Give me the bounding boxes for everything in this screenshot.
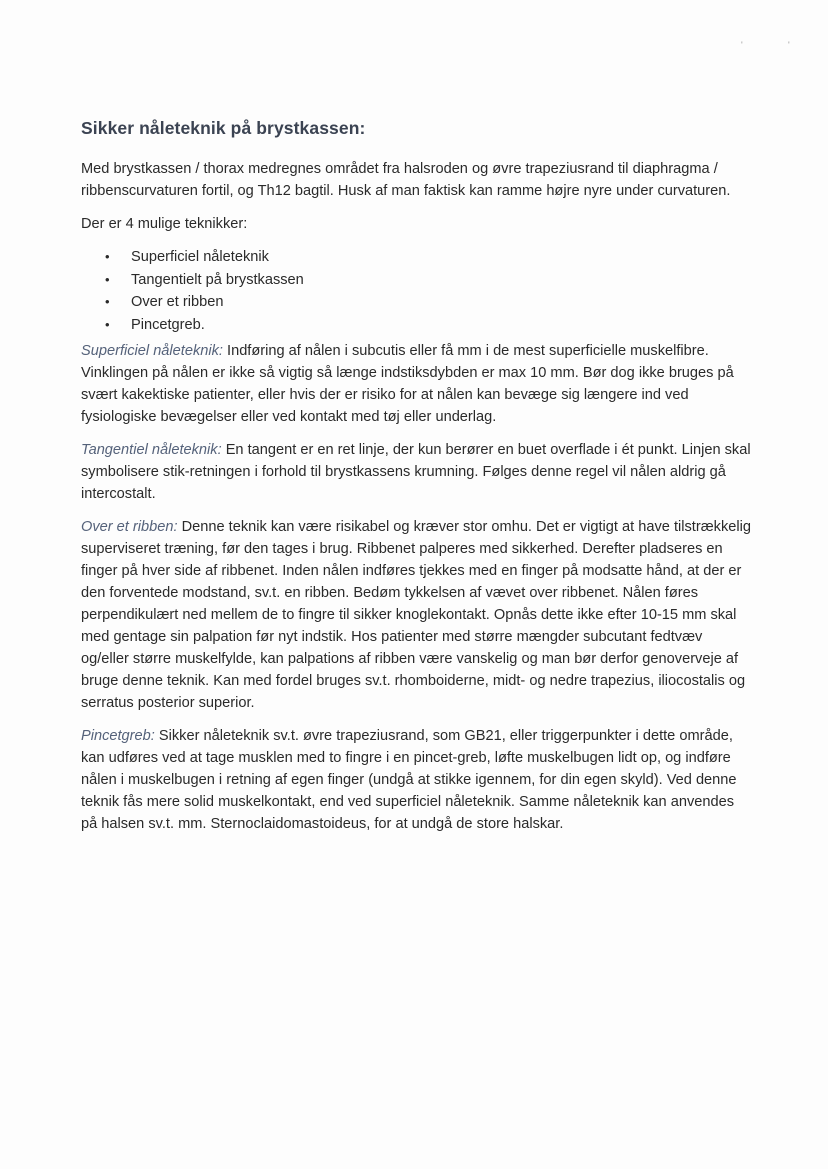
intro-paragraph: Med brystkassen / thorax medregnes området fra halsroden og øvre trapeziusrand til diaphragma / ribbenscurvaturen fortil, og Th12 bagtil. Husk af man faktisk kan ramme højre nyre under curvaturen. [81, 161, 731, 199]
section-lead: Tangentiel nåleteknik: [81, 442, 222, 458]
section-superficiel [81, 340, 751, 428]
list-item-label: Superficiel nåleteknik [131, 249, 269, 265]
section-text: Denne teknik kan være risikabel og kræver stor omhu. Det er vigtigt at have tilstrækkelig superviseret træning, før den tages i brug. Ribbenet palperes med sikkerhed. Derefter pladseres en finger på hver side af ribbenet. Inden nålen indføres tjekkes med en finger på modsatte hånd, at der er den forventede modstand, sv.t. en ribben. Bedøm tykkelsen af vævet over ribbenet. Nålen føres perpendikulært ned mellem de to fingre til sikker knoglekontakt. Opnås dette ikke efter 10-15 mm skal med gentage sin palpation før nyt indstik. Hos patienter med større mængder subcutant fedtvæv og/eller større muskelfylde, kan palpations af ribben være vanskelig og man bør derfor genoverveje af bruge denne teknik. Kan med fordel bruges sv.t. rhomboiderne, midt- og nedre trapezius, iliocostalis og serratus posterior superior. [81, 519, 751, 711]
section-lead: Pincetgreb: [81, 728, 155, 744]
list-item [105, 291, 751, 314]
document-body [81, 118, 751, 846]
techniques-intro: Der er 4 mulige teknikker: [81, 216, 248, 232]
list-item [105, 269, 751, 292]
bullet-icon: • [105, 316, 110, 332]
list-item-label: Tangentielt på brystkassen [131, 271, 304, 288]
scan-mark: ' [788, 40, 790, 50]
section-text: En tangent er en ret linje, der kun berører en buet overflade i ét punkt. Linjen skal symbolisere stik-retningen i forhold til brystkassens krumning. Følges denne regel vil nålen aldrig gå intercostalt. [81, 442, 751, 502]
techniques-list [81, 246, 751, 336]
bullet-icon: • [105, 294, 110, 309]
section-pincetgreb [81, 725, 751, 835]
section-lead: Over et ribben: [81, 519, 178, 535]
list-item [105, 314, 751, 337]
section-tangentiel [81, 439, 751, 505]
document-heading: Sikker nåleteknik på brystkassen: [81, 118, 366, 138]
bullet-icon: • [105, 249, 110, 264]
section-over-et-ribben [81, 516, 751, 714]
section-text: Sikker nåleteknik sv.t. øvre trapeziusrand, som GB21, eller triggerpunkter i dette område, kan udføres ved at tage musklen med to fingre i en pincet-greb, løfte muskelbugen lidt op, og indføre nålen i muskelbugen i retning af egen finger (undgå at stikke igennem, for din egen skyld). Ved denne teknik fås mere solid muskelkontakt, end ved superficiel nåleteknik. Samme nåleteknik kan anvendes på halsen sv.t. mm. Sternoclaidomastoideus, for at undgå de store halskar. [81, 728, 737, 832]
list-item-label: Over et ribben [131, 294, 224, 310]
list-item-label: Pincetgreb. [131, 316, 205, 333]
section-lead: Superficiel nåleteknik: [81, 343, 223, 359]
bullet-icon: • [105, 271, 110, 287]
list-item [105, 246, 751, 269]
section-text: Indføring af nålen i subcutis eller få mm i de mest superficielle muskelfibre. Vinklingen på nålen er ikke så vigtig så længe indstiksdybden er max 10 mm. Bør dog ikke bruges på svært kakektiske patienter, eller hvis der er risiko for at nålen kan bevæge sig længere ind ved fysiologiske bevægelser eller ved kontakt med tøj eller underlag. [81, 343, 734, 425]
scan-mark: ' [741, 40, 743, 50]
